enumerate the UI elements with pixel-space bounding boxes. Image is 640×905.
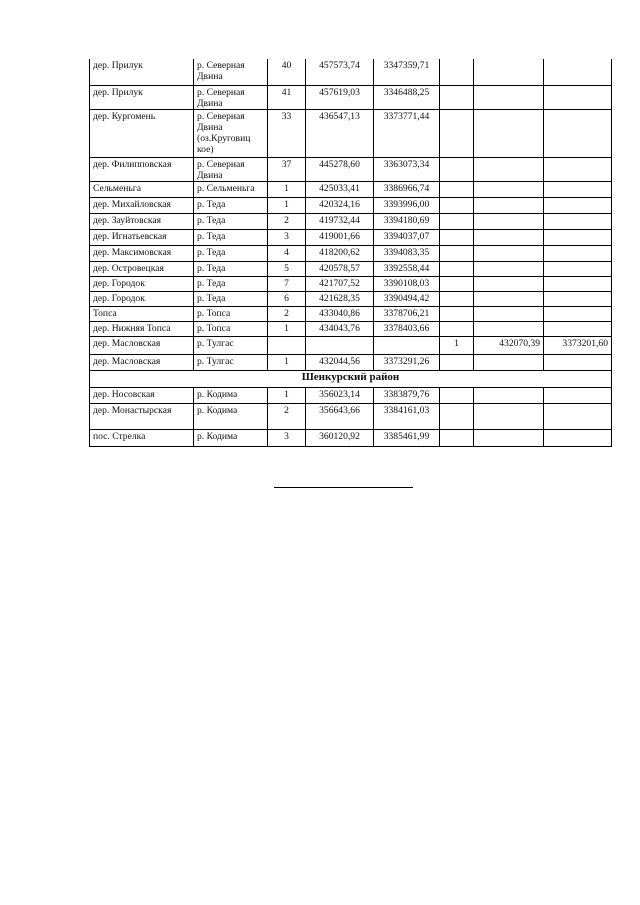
x-coordinate-cell: 433040,86 [306,306,374,321]
river-cell: р. Северная Двина [194,59,268,85]
point-number-2-cell [440,197,474,213]
settlement-cell: дер. Филипповская [90,157,194,181]
y-coordinate-2-cell [544,276,612,291]
y-coordinate-cell: 3390494,42 [374,291,440,306]
table-body-1 [90,59,612,446]
x-coordinate-cell: 360120,92 [306,429,374,446]
section-title: Шенкурский район [90,370,612,387]
x-coordinate-cell: 457619,03 [306,85,374,109]
y-coordinate-cell: 3363073,34 [374,157,440,181]
y-coordinate-cell: 3392558,44 [374,261,440,276]
point-number-2-cell [440,429,474,446]
table-row [90,306,612,321]
point-number-2-cell [440,321,474,336]
river-cell: р. Теда [194,245,268,261]
y-coordinate-2-cell [544,181,612,197]
point-number-2-cell [440,261,474,276]
x-coordinate-2-cell [474,85,544,109]
y-coordinate-cell: 3347359,71 [374,59,440,85]
y-coordinate-cell: 3394083,35 [374,245,440,261]
point-number-cell: 2 [268,306,306,321]
x-coordinate-cell: 436547,13 [306,109,374,157]
x-coordinate-cell: 434043,76 [306,321,374,336]
x-coordinate-cell: 420578,57 [306,261,374,276]
x-coordinate-cell: 418200,62 [306,245,374,261]
x-coordinate-cell: 356643,66 [306,403,374,429]
y-coordinate-2-cell [544,429,612,446]
point-number-2-cell [440,387,474,403]
x-coordinate-2-cell [474,354,544,370]
river-cell: р. Северная Двина [194,157,268,181]
x-coordinate-2-cell [474,197,544,213]
x-coordinate-2-cell [474,276,544,291]
point-number-cell: 1 [268,181,306,197]
river-cell: р. Теда [194,229,268,245]
settlement-cell: дер. Прилук [90,85,194,109]
settlement-cell: дер. Михайловская [90,197,194,213]
river-cell: р. Теда [194,291,268,306]
coordinates-table [89,59,612,447]
x-coordinate-2-cell [474,181,544,197]
point-number-cell: 1 [268,387,306,403]
y-coordinate-2-cell [544,403,612,429]
point-number-2-cell [440,157,474,181]
point-number-2-cell [440,354,474,370]
table-row [90,276,612,291]
x-coordinate-2-cell [474,245,544,261]
river-cell: р. Тулгас [194,354,268,370]
x-coordinate-cell: 425033,41 [306,181,374,197]
table-row [90,85,612,109]
point-number-cell: 1 [268,321,306,336]
point-number-cell: 3 [268,229,306,245]
x-coordinate-cell: 421707,52 [306,276,374,291]
x-coordinate-2-cell [474,157,544,181]
x-coordinate-cell: 420324,16 [306,197,374,213]
table-row [90,354,612,370]
settlement-cell: дер. Городок [90,291,194,306]
y-coordinate-cell: 3383879,76 [374,387,440,403]
x-coordinate-cell: 419001,66 [306,229,374,245]
y-coordinate-cell [374,336,440,354]
x-coordinate-2-cell: 432070,39 [474,336,544,354]
point-number-2-cell: 1 [440,336,474,354]
x-coordinate-2-cell [474,321,544,336]
point-number-cell: 4 [268,245,306,261]
y-coordinate-2-cell [544,59,612,85]
x-coordinate-cell: 356023,14 [306,387,374,403]
y-coordinate-2-cell [544,157,612,181]
x-coordinate-cell: 421628,35 [306,291,374,306]
x-coordinate-cell: 432044,56 [306,354,374,370]
y-coordinate-2-cell [544,354,612,370]
point-number-2-cell [440,403,474,429]
x-coordinate-2-cell [474,306,544,321]
x-coordinate-2-cell [474,429,544,446]
y-coordinate-cell: 3373291,26 [374,354,440,370]
river-cell: р. Теда [194,276,268,291]
x-coordinate-2-cell [474,387,544,403]
table-row [90,109,612,157]
point-number-cell: 1 [268,354,306,370]
x-coordinate-cell: 419732,44 [306,213,374,229]
settlement-cell: пос. Стрелка [90,429,194,446]
river-cell: р. Топса [194,321,268,336]
river-cell: р. Северная Двина [194,85,268,109]
x-coordinate-2-cell [474,291,544,306]
settlement-cell: дер. Прилук [90,59,194,85]
river-cell: р. Топса [194,306,268,321]
point-number-2-cell [440,85,474,109]
y-coordinate-cell: 3390108,03 [374,276,440,291]
table-row [90,403,612,429]
table-row [90,229,612,245]
river-cell: р. Теда [194,197,268,213]
closing-rule-line [274,487,413,488]
settlement-cell: Топса [90,306,194,321]
table-row [90,321,612,336]
x-coordinate-2-cell [474,261,544,276]
settlement-cell: дер. Масловская [90,336,194,354]
y-coordinate-2-cell [544,245,612,261]
y-coordinate-2-cell [544,229,612,245]
table-row [90,291,612,306]
x-coordinate-2-cell [474,213,544,229]
table-row [90,387,612,403]
y-coordinate-cell: 3393996,00 [374,197,440,213]
y-coordinate-cell: 3346488,25 [374,85,440,109]
y-coordinate-cell: 3373771,44 [374,109,440,157]
y-coordinate-cell: 3385461,99 [374,429,440,446]
table-row [90,59,612,85]
settlement-cell: дер. Масловская [90,354,194,370]
settlement-cell: дер. Кургомень [90,109,194,157]
table-row [90,197,612,213]
table-row [90,181,612,197]
x-coordinate-cell [306,336,374,354]
y-coordinate-2-cell [544,197,612,213]
y-coordinate-2-cell [544,291,612,306]
y-coordinate-2-cell [544,261,612,276]
table-row [90,213,612,229]
settlement-cell: дер. Островецкая [90,261,194,276]
x-coordinate-2-cell [474,403,544,429]
table-row [90,261,612,276]
point-number-cell: 40 [268,59,306,85]
point-number-cell: 1 [268,197,306,213]
table-row [90,245,612,261]
settlement-cell: Сельменьга [90,181,194,197]
point-number-cell: 2 [268,213,306,229]
x-coordinate-2-cell [474,229,544,245]
table-row [90,157,612,181]
y-coordinate-cell: 3394037,07 [374,229,440,245]
point-number-2-cell [440,109,474,157]
x-coordinate-cell: 445278,60 [306,157,374,181]
point-number-2-cell [440,276,474,291]
river-cell: р. Теда [194,213,268,229]
settlement-cell: дер. Носовская [90,387,194,403]
point-number-cell: 37 [268,157,306,181]
y-coordinate-2-cell [544,387,612,403]
x-coordinate-2-cell [474,109,544,157]
settlement-cell: дер. Монастырская [90,403,194,429]
y-coordinate-cell: 3394180,69 [374,213,440,229]
y-coordinate-cell: 3384161,03 [374,403,440,429]
point-number-2-cell [440,181,474,197]
river-cell: р. Северная Двина (оз.Круговиц кое) [194,109,268,157]
settlement-cell: дер. Городок [90,276,194,291]
point-number-2-cell [440,245,474,261]
y-coordinate-cell: 3378706,21 [374,306,440,321]
y-coordinate-cell: 3378403,66 [374,321,440,336]
river-cell: р. Кодима [194,429,268,446]
river-cell: р. Кодима [194,403,268,429]
y-coordinate-2-cell [544,213,612,229]
x-coordinate-2-cell [474,59,544,85]
point-number-cell: 6 [268,291,306,306]
point-number-2-cell [440,229,474,245]
point-number-2-cell [440,59,474,85]
y-coordinate-2-cell: 3373201,60 [544,336,612,354]
section-row [90,370,612,387]
river-cell: р. Сельменьга [194,181,268,197]
y-coordinate-2-cell [544,109,612,157]
y-coordinate-cell: 3386966,74 [374,181,440,197]
river-cell: р. Кодима [194,387,268,403]
point-number-cell: 33 [268,109,306,157]
settlement-cell: дер. Нижняя Топса [90,321,194,336]
point-number-2-cell [440,306,474,321]
point-number-cell: 3 [268,429,306,446]
x-coordinate-cell: 457573,74 [306,59,374,85]
point-number-cell: 2 [268,403,306,429]
point-number-cell: 7 [268,276,306,291]
point-number-cell: 5 [268,261,306,276]
y-coordinate-2-cell [544,85,612,109]
river-cell: р. Тулгас [194,336,268,354]
point-number-cell [268,336,306,354]
point-number-cell: 41 [268,85,306,109]
y-coordinate-2-cell [544,321,612,336]
river-cell: р. Теда [194,261,268,276]
settlement-cell: дер. Зауйтовская [90,213,194,229]
point-number-2-cell [440,213,474,229]
y-coordinate-2-cell [544,306,612,321]
settlement-cell: дер. Максимовская [90,245,194,261]
table-row [90,429,612,446]
settlement-cell: дер. Игнатьевская [90,229,194,245]
table-row [90,336,612,354]
point-number-2-cell [440,291,474,306]
